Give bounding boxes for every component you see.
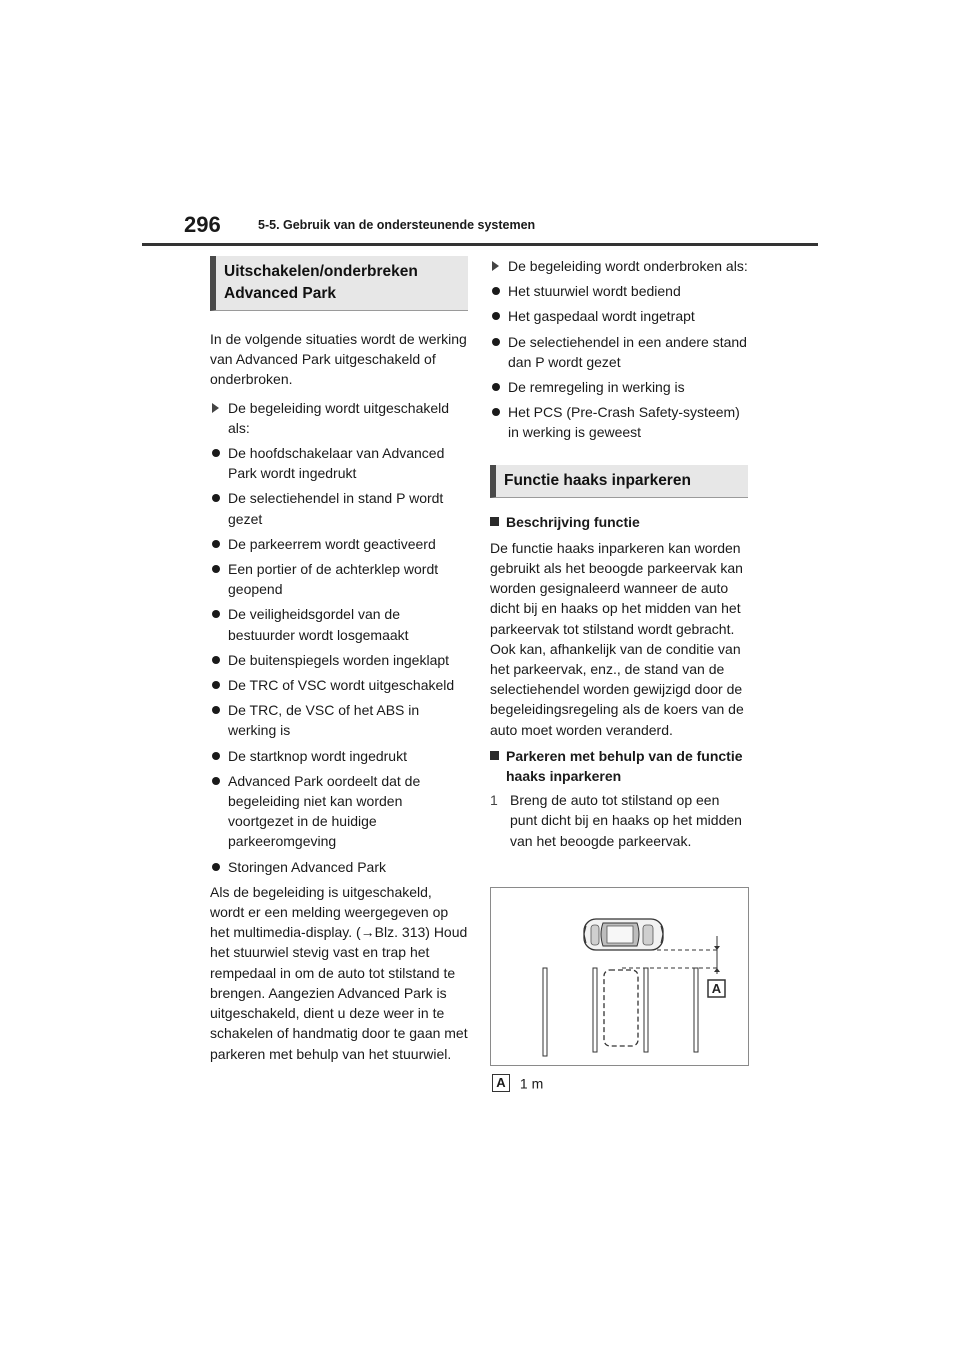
- heading-haaks-inparkeren: Functie haaks inparkeren: [490, 465, 748, 498]
- bullet-icon: [212, 752, 220, 760]
- step-1: [490, 790, 748, 851]
- left-column: [210, 256, 468, 1064]
- list-item-text: De selectiehendel in stand P wordt gezet: [228, 490, 444, 527]
- subheading-text: Parkeren met behulp van de functie haaks inparkeren: [506, 747, 743, 785]
- figure-legend: [492, 1074, 543, 1092]
- list-item: [490, 402, 748, 442]
- section-title: 5-5. Gebruik van de ondersteunende systemen: [258, 218, 536, 232]
- arrow-up-icon: [714, 968, 720, 972]
- subheading-text: Beschrijving functie: [506, 513, 640, 530]
- list-item: [490, 377, 748, 397]
- list-item: [210, 534, 468, 554]
- bullet-icon: [492, 338, 500, 346]
- bullet-icon: [212, 706, 220, 714]
- list-item: [490, 306, 748, 326]
- list-item-text: De startknop wordt ingedrukt: [228, 747, 407, 764]
- parking-line: [543, 968, 547, 1056]
- square-bullet-icon: [490, 517, 499, 526]
- callout-label: A: [711, 981, 722, 996]
- list-item: [210, 700, 468, 740]
- bullet-icon: [492, 312, 500, 320]
- list-item: [210, 650, 468, 670]
- bullet-icon: [492, 383, 500, 391]
- bullet-icon: [212, 540, 220, 548]
- bullet-icon: [492, 408, 500, 416]
- list-item: [210, 771, 468, 852]
- list-item-text: De buitenspiegels worden ingeklapt: [228, 651, 450, 668]
- arrow-item-uitgeschakeld: [210, 398, 468, 438]
- list-item-text: Het gaspedaal wordt ingetrapt: [508, 308, 695, 325]
- header-rule: [142, 243, 818, 246]
- parking-line: [694, 968, 698, 1052]
- subheading-beschrijving: [490, 512, 748, 532]
- right-column: [490, 256, 748, 851]
- parking-figure: [490, 887, 749, 1066]
- legend-text: 1 m: [519, 1075, 544, 1092]
- bullet-icon: [212, 449, 220, 457]
- bullet-icon: [212, 656, 220, 664]
- list-item: [210, 559, 468, 599]
- bullet-icon: [212, 863, 220, 871]
- list-item: [210, 604, 468, 644]
- list-item-text: De TRC of VSC wordt uitgeschakeld: [228, 677, 455, 694]
- subheading-parkeren: [490, 746, 748, 786]
- list-item-text: De veiligheidsgordel van de bestuurder wordt losgemaakt: [228, 606, 409, 643]
- list-item-text: De TRC, de VSC of het ABS in werking is: [228, 702, 420, 739]
- car-icon: [584, 919, 663, 950]
- arrow-icon: [492, 261, 499, 271]
- square-bullet-icon: [490, 751, 499, 760]
- parking-line: [593, 968, 597, 1052]
- arrow-item-text: De begeleiding wordt uitgeschakeld als:: [228, 399, 450, 436]
- page-number: 296: [184, 212, 221, 237]
- list-item-text: De selectiehendel in een andere stand dan P wordt gezet: [508, 333, 747, 370]
- list-item: [210, 675, 468, 695]
- bullet-icon: [492, 287, 500, 295]
- step-number: 1: [490, 792, 498, 809]
- arrow-item-text: De begeleiding wordt onderbroken als:: [508, 258, 748, 274]
- list-item-text: De remregeling in werking is: [508, 379, 685, 396]
- list-item: [210, 443, 468, 483]
- list-item-text: De parkeerrem wordt geactiveerd: [228, 535, 436, 552]
- legend-letter: A: [492, 1074, 510, 1092]
- step-text: Breng de auto tot stilstand op een punt dicht bij en haaks op het midden van het beoogde parkeervak.: [510, 792, 742, 849]
- arrow-icon: [212, 403, 219, 413]
- list-item: [210, 857, 468, 877]
- bullet-icon: [212, 494, 220, 502]
- beschrijving-paragraph: De functie haaks inparkeren kan worden gebruikt als het beoogde parkeervak kan worden gesignaleerd wanneer de auto dicht bij en haaks op het midden van het parkeervak tot stilstand wordt gebracht. Ook kan, afhankelijk van de conditie van het parkeervak, enz., de stand van de selectiehendel worden gewijzigd door de begeleidingsregeling als de koers van de auto moet worden veranderd.: [490, 539, 744, 738]
- arrow-item-onderbroken: [490, 256, 748, 276]
- parking-diagram: [491, 888, 748, 1065]
- list-item-text: Advanced Park oordeelt dat de begeleiding niet kan worden voortgezet in de huidige parkeeromgeving: [228, 772, 421, 850]
- bullet-icon: [212, 681, 220, 689]
- list-item: [490, 281, 748, 301]
- list-item: [490, 332, 748, 372]
- list-item: [210, 488, 468, 528]
- list-item-text: Een portier of de achterklep wordt geopend: [228, 561, 439, 598]
- arrow-down-icon: [714, 946, 720, 950]
- bullet-icon: [212, 610, 220, 618]
- bullet-icon: [212, 777, 220, 785]
- target-space-outline: [604, 970, 638, 1046]
- intro-paragraph: In de volgende situaties wordt de werking van Advanced Park uitgeschakeld of onderbroken.: [210, 331, 467, 388]
- list-item-text: Het stuurwiel wordt bediend: [508, 283, 681, 300]
- list-item-text: Storingen Advanced Park: [228, 858, 386, 875]
- heading-uitschakelen: Uitschakelen/onderbreken Advanced Park: [210, 256, 468, 311]
- closing-paragraph: Als de begeleiding is uitgeschakeld, wordt er een melding weergegeven op het multimedia-display. (→Blz. 313) Houd het stuurwiel stevig vast en trap het rempedaal in om de auto tot stilstand te brengen. Aangezien Advanced Park is uitgeschakeld, dient u deze weer in te schakelen of handmatig door te gaan met parkeren met behulp van het stuurwiel.: [210, 883, 468, 1062]
- list-item-text: De hoofdschakelaar van Advanced Park wordt ingedrukt: [228, 445, 445, 482]
- list-item: [210, 746, 468, 766]
- parking-line: [644, 968, 648, 1052]
- bullet-icon: [212, 565, 220, 573]
- list-item-text: Het PCS (Pre-Crash Safety-systeem) in werking is geweest: [508, 404, 740, 441]
